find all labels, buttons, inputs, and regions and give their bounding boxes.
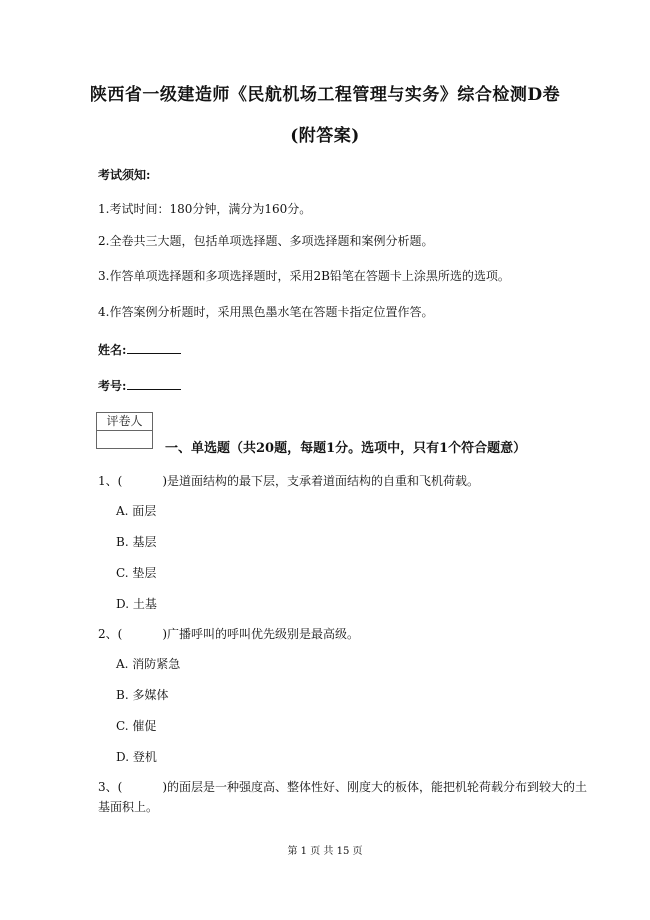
question-3 <box>98 778 587 795</box>
name-underline[interactable] <box>127 342 181 354</box>
question-number: 2、( <box>98 627 123 641</box>
question-text: )广播呼叫的呼叫优先级别是最高级。 <box>162 627 360 641</box>
grader-box <box>96 412 153 449</box>
option: B. 多媒体 <box>116 688 169 702</box>
question-number: 3、( <box>98 780 123 794</box>
question-text: )的面层是一种强度高、整体性好、刚度大的板体，能把机轮荷载分布到较大的土 <box>162 780 588 794</box>
section-heading: 一、单选题（共20题，每题1分。选项中，只有1个符合题意） <box>165 441 527 456</box>
notice-heading: 考试须知: <box>98 168 151 182</box>
option: C. 催促 <box>116 719 157 733</box>
document-title-line1: 陕西省一级建造师《民航机场工程管理与实务》综合检测D卷 <box>89 85 561 105</box>
question-3-continued: 基面积上。 <box>98 800 159 814</box>
name-label: 姓名: <box>98 343 127 357</box>
option: A. 面层 <box>116 504 157 518</box>
option: A. 消防紧急 <box>116 657 181 671</box>
grader-label: 评卷人 <box>97 413 152 431</box>
page-footer: 第 1 页 共 15 页 <box>287 846 363 857</box>
notice-item: 3.作答单项选择题和多项选择题时，采用2B铅笔在答题卡上涂黑所选的选项。 <box>98 269 510 283</box>
notice-item: 2.全卷共三大题，包括单项选择题、多项选择题和案例分析题。 <box>98 234 434 248</box>
notice-item: 4.作答案例分析题时，采用黑色墨水笔在答题卡指定位置作答。 <box>98 305 434 319</box>
question-text: )是道面结构的最下层，支承着道面结构的自重和飞机荷载。 <box>162 474 480 488</box>
question-2 <box>98 625 359 642</box>
option: B. 基层 <box>116 535 157 549</box>
id-label: 考号: <box>98 379 127 393</box>
option: D. 土基 <box>116 597 157 611</box>
document-title-line2: (附答案) <box>290 126 360 146</box>
question-number: 1、( <box>98 474 123 488</box>
notice-item: 1.考试时间：180分钟，满分为160分。 <box>98 202 312 216</box>
question-1 <box>98 472 479 489</box>
name-field[interactable] <box>98 341 181 358</box>
option: D. 登机 <box>116 750 157 764</box>
option: C. 垫层 <box>116 566 157 580</box>
id-underline[interactable] <box>127 378 181 390</box>
id-field[interactable] <box>98 377 181 394</box>
